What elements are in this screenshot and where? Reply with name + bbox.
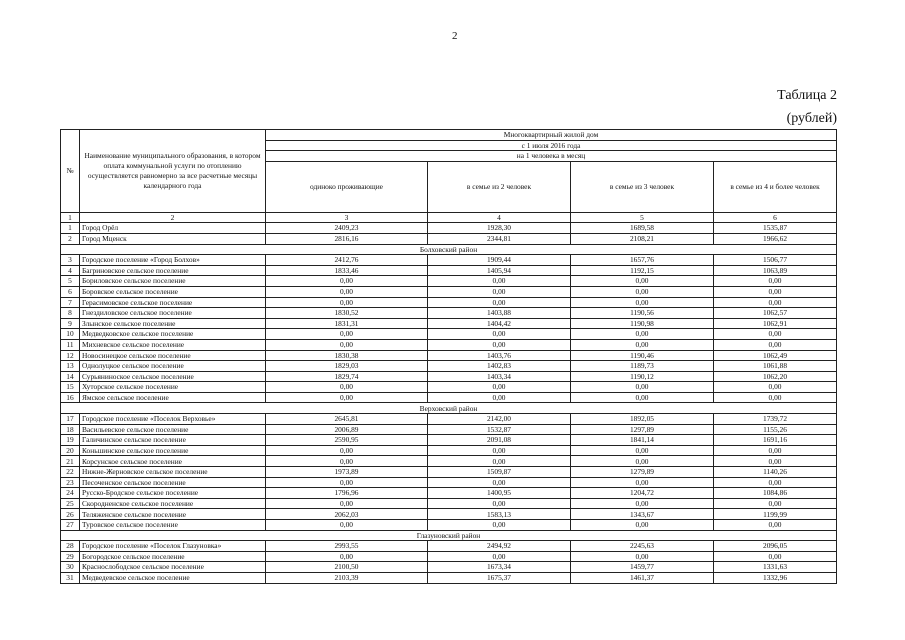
table-body (61, 223, 837, 583)
rate-value-2: 0,00 (428, 329, 571, 340)
rate-value-4: 1535,87 (714, 223, 837, 234)
table-row (61, 361, 837, 372)
municipality-name: Герасимовское сельское поселение (80, 297, 266, 308)
rate-value-3: 1841,14 (571, 435, 714, 446)
municipality-name: Туровское сельское поселение (80, 520, 266, 531)
municipality-name: Город Орёл (80, 223, 266, 234)
header-col-1: одиноко проживающие (266, 161, 428, 212)
rate-value-2: 1402,83 (428, 361, 571, 372)
row-number: 20 (61, 445, 80, 456)
table-row (61, 551, 837, 562)
table-row (61, 339, 837, 350)
rate-value-3: 1279,89 (571, 467, 714, 478)
rate-value-1: 1829,74 (266, 371, 428, 382)
rate-value-3: 1190,12 (571, 371, 714, 382)
rate-value-3: 1689,58 (571, 223, 714, 234)
rate-value-3: 1190,46 (571, 350, 714, 361)
municipality-name: Корсунское сельское поселение (80, 456, 266, 467)
rate-value-1: 2412,76 (266, 255, 428, 266)
row-number: 22 (61, 467, 80, 478)
rate-value-2: 1909,44 (428, 255, 571, 266)
table-row (61, 371, 837, 382)
rate-value-1: 2062,03 (266, 509, 428, 520)
rate-value-4: 1062,91 (714, 318, 837, 329)
rate-value-4: 0,00 (714, 297, 837, 308)
rate-value-2: 0,00 (428, 551, 571, 562)
rate-value-1: 1973,89 (266, 467, 428, 478)
rate-value-3: 0,00 (571, 392, 714, 403)
rate-value-3: 1297,89 (571, 424, 714, 435)
row-number: 15 (61, 382, 80, 393)
rate-value-4: 0,00 (714, 456, 837, 467)
rate-value-4: 0,00 (714, 329, 837, 340)
rate-value-2: 1404,42 (428, 318, 571, 329)
table-title: Таблица 2 (777, 88, 837, 103)
rate-value-2: 1583,13 (428, 509, 571, 520)
header-col-2: в семье из 2 человек (428, 161, 571, 212)
municipality-name: Теляженское сельское поселение (80, 509, 266, 520)
municipality-name: Городское поселение «Поселок Верховье» (80, 414, 266, 425)
row-number: 8 (61, 308, 80, 319)
rate-value-2: 1928,30 (428, 223, 571, 234)
rate-value-4: 0,00 (714, 477, 837, 488)
municipality-name: Злынское сельское поселение (80, 318, 266, 329)
rate-value-2: 0,00 (428, 339, 571, 350)
municipality-name: Городское поселение «Город Болхов» (80, 255, 266, 266)
column-number: 5 (571, 212, 714, 223)
row-number: 28 (61, 541, 80, 552)
district-name: Глазуновский район (61, 530, 837, 541)
table-row (61, 350, 837, 361)
rate-value-3: 0,00 (571, 329, 714, 340)
rate-value-2: 0,00 (428, 392, 571, 403)
rate-value-1: 0,00 (266, 339, 428, 350)
rate-value-4: 0,00 (714, 392, 837, 403)
rate-value-4: 0,00 (714, 382, 837, 393)
rate-value-4: 0,00 (714, 276, 837, 287)
municipality-name: Медведевское сельское поселение (80, 572, 266, 583)
municipality-name: Бориловское сельское поселение (80, 276, 266, 287)
row-number: 19 (61, 435, 80, 446)
rate-value-4: 0,00 (714, 520, 837, 531)
rate-value-1: 0,00 (266, 520, 428, 531)
rate-value-2: 0,00 (428, 498, 571, 509)
table-row (61, 541, 837, 552)
rate-value-3: 1343,67 (571, 509, 714, 520)
row-number: 11 (61, 339, 80, 350)
table-row (61, 382, 837, 393)
rate-value-1: 1796,96 (266, 488, 428, 499)
table-row (61, 329, 837, 340)
municipality-name: Медведковское сельское поселение (80, 329, 266, 340)
rate-value-3: 1204,72 (571, 488, 714, 499)
table-row (61, 498, 837, 509)
rate-value-3: 1190,98 (571, 318, 714, 329)
municipality-name: Ямское сельское поселение (80, 392, 266, 403)
rate-value-3: 0,00 (571, 520, 714, 531)
table-row (61, 435, 837, 446)
municipality-name: Хуторское сельское поселение (80, 382, 266, 393)
header-name: Наименование муниципального образования, в котором оплата коммунальной услуги по отоплению осуществляется равномерно за все расчетные месяцы календарного года (80, 130, 266, 213)
rate-value-4: 1062,57 (714, 308, 837, 319)
rate-value-1: 1829,03 (266, 361, 428, 372)
rate-value-4: 1691,16 (714, 435, 837, 446)
rate-value-2: 2344,81 (428, 233, 571, 244)
municipality-name: Галичинское сельское поселение (80, 435, 266, 446)
rate-value-4: 1061,88 (714, 361, 837, 372)
rate-value-2: 0,00 (428, 286, 571, 297)
rate-value-3: 0,00 (571, 477, 714, 488)
rate-value-4: 1062,49 (714, 350, 837, 361)
rate-value-1: 1830,38 (266, 350, 428, 361)
row-number: 16 (61, 392, 80, 403)
rate-value-4: 1084,86 (714, 488, 837, 499)
header-col-3: в семье из 3 человек (571, 161, 714, 212)
municipality-name: Новосинецкое сельское поселение (80, 350, 266, 361)
table-row (61, 308, 837, 319)
table-row (61, 318, 837, 329)
header-date: с 1 июля 2016 года (266, 140, 837, 151)
district-header-row (61, 530, 837, 541)
rate-value-3: 1189,73 (571, 361, 714, 372)
rate-value-1: 2590,95 (266, 435, 428, 446)
rate-value-3: 1190,56 (571, 308, 714, 319)
rate-value-3: 2245,63 (571, 541, 714, 552)
table-row (61, 509, 837, 520)
municipality-name: Михневское сельское поселение (80, 339, 266, 350)
rate-value-1: 0,00 (266, 297, 428, 308)
rate-value-4: 1966,62 (714, 233, 837, 244)
municipality-name: Русско-Бродское сельское поселение (80, 488, 266, 499)
table-row (61, 424, 837, 435)
municipality-name: Сурьяниноское сельское поселение (80, 371, 266, 382)
row-number: 18 (61, 424, 80, 435)
table-row (61, 562, 837, 573)
header-per: на 1 человека в месяц (266, 151, 837, 162)
table-row (61, 255, 837, 266)
rate-value-4: 1063,89 (714, 265, 837, 276)
row-number: 5 (61, 276, 80, 287)
rate-value-2: 0,00 (428, 445, 571, 456)
row-number: 17 (61, 414, 80, 425)
rate-value-1: 0,00 (266, 498, 428, 509)
rate-value-1: 0,00 (266, 276, 428, 287)
rate-value-1: 0,00 (266, 477, 428, 488)
row-number: 30 (61, 562, 80, 573)
municipality-name: Гнездиловское сельское поселение (80, 308, 266, 319)
rate-value-4: 1199,99 (714, 509, 837, 520)
rate-value-3: 0,00 (571, 445, 714, 456)
table-row (61, 520, 837, 531)
rate-value-4: 1739,72 (714, 414, 837, 425)
table-unit: (рублей) (786, 111, 837, 126)
district-header-row (61, 244, 837, 255)
rate-value-2: 0,00 (428, 382, 571, 393)
rate-value-2: 1675,37 (428, 572, 571, 583)
municipality-name: Скородненское сельское поселение (80, 498, 266, 509)
page-number: 2 (452, 30, 458, 42)
rate-value-3: 1892,05 (571, 414, 714, 425)
rate-value-1: 2103,39 (266, 572, 428, 583)
municipality-name: Васильевское сельское поселение (80, 424, 266, 435)
rate-value-3: 0,00 (571, 498, 714, 509)
column-number: 6 (714, 212, 837, 223)
table-row (61, 265, 837, 276)
rate-value-4: 1155,26 (714, 424, 837, 435)
row-number: 23 (61, 477, 80, 488)
header-no: № (61, 130, 80, 213)
municipality-name: Краснослободское сельское поселение (80, 562, 266, 573)
row-number: 13 (61, 361, 80, 372)
rate-value-2: 2091,08 (428, 435, 571, 446)
rate-value-2: 1509,87 (428, 467, 571, 478)
rate-value-4: 1332,96 (714, 572, 837, 583)
table-row (61, 445, 837, 456)
column-number: 3 (266, 212, 428, 223)
rate-value-1: 2816,16 (266, 233, 428, 244)
rate-value-1: 1831,31 (266, 318, 428, 329)
municipality-name: Городское поселение «Поселок Глазуновка» (80, 541, 266, 552)
rate-value-1: 1833,46 (266, 265, 428, 276)
rate-value-1: 2645,81 (266, 414, 428, 425)
row-number: 3 (61, 255, 80, 266)
rate-value-3: 1459,77 (571, 562, 714, 573)
row-number: 2 (61, 233, 80, 244)
header-building: Многоквартирный жилой дом (266, 130, 837, 141)
table-row (61, 572, 837, 583)
rate-value-3: 1461,37 (571, 572, 714, 583)
row-number: 24 (61, 488, 80, 499)
rate-value-3: 2108,21 (571, 233, 714, 244)
rate-value-4: 0,00 (714, 286, 837, 297)
rate-value-3: 0,00 (571, 276, 714, 287)
table-row (61, 467, 837, 478)
rate-value-3: 0,00 (571, 456, 714, 467)
rate-value-3: 0,00 (571, 382, 714, 393)
rate-value-2: 1403,88 (428, 308, 571, 319)
table-row (61, 414, 837, 425)
rate-value-1: 0,00 (266, 456, 428, 467)
row-number: 27 (61, 520, 80, 531)
column-number: 4 (428, 212, 571, 223)
rate-value-4: 0,00 (714, 551, 837, 562)
rate-value-2: 2142,00 (428, 414, 571, 425)
rate-value-2: 1532,87 (428, 424, 571, 435)
table-row (61, 297, 837, 308)
row-number: 4 (61, 265, 80, 276)
rate-value-4: 1140,26 (714, 467, 837, 478)
row-number: 29 (61, 551, 80, 562)
municipality-name: Богородское сельское поселение (80, 551, 266, 562)
municipality-name: Боровское сельское поселение (80, 286, 266, 297)
row-number: 1 (61, 223, 80, 234)
rate-value-4: 0,00 (714, 498, 837, 509)
rate-value-2: 0,00 (428, 297, 571, 308)
rate-value-2: 0,00 (428, 477, 571, 488)
rate-value-4: 2096,05 (714, 541, 837, 552)
row-number: 6 (61, 286, 80, 297)
rate-value-1: 2993,55 (266, 541, 428, 552)
rate-value-3: 0,00 (571, 297, 714, 308)
rate-value-1: 2409,23 (266, 223, 428, 234)
row-number: 21 (61, 456, 80, 467)
municipality-name: Багриновское сельское поселение (80, 265, 266, 276)
district-header-row (61, 403, 837, 414)
rate-value-4: 0,00 (714, 339, 837, 350)
municipality-name: Город Мценск (80, 233, 266, 244)
row-number: 31 (61, 572, 80, 583)
rate-value-1: 2006,89 (266, 424, 428, 435)
rate-value-1: 0,00 (266, 286, 428, 297)
rate-value-3: 0,00 (571, 339, 714, 350)
row-number: 9 (61, 318, 80, 329)
rate-value-3: 1192,15 (571, 265, 714, 276)
municipality-name: Нижне-Жерновское сельское поселение (80, 467, 266, 478)
district-name: Болховский район (61, 244, 837, 255)
rate-value-2: 2494,92 (428, 541, 571, 552)
rate-value-2: 0,00 (428, 520, 571, 531)
district-name: Верховский район (61, 403, 837, 414)
rate-value-4: 0,00 (714, 445, 837, 456)
table-row (61, 456, 837, 467)
rate-value-2: 0,00 (428, 276, 571, 287)
row-number: 14 (61, 371, 80, 382)
table-row (61, 477, 837, 488)
table-row (61, 276, 837, 287)
table-row (61, 223, 837, 234)
rate-value-2: 0,00 (428, 456, 571, 467)
municipality-name: Однолуцкое сельское поселение (80, 361, 266, 372)
rate-value-1: 2100,50 (266, 562, 428, 573)
header-col-4: в семье из 4 и более человек (714, 161, 837, 212)
rate-value-2: 1405,94 (428, 265, 571, 276)
table-row (61, 488, 837, 499)
rate-value-1: 0,00 (266, 551, 428, 562)
rate-value-2: 1403,34 (428, 371, 571, 382)
rate-value-4: 1062,20 (714, 371, 837, 382)
row-number: 12 (61, 350, 80, 361)
rate-value-2: 1673,34 (428, 562, 571, 573)
table-row (61, 233, 837, 244)
rate-value-4: 1506,77 (714, 255, 837, 266)
rate-value-1: 1830,52 (266, 308, 428, 319)
row-number: 10 (61, 329, 80, 340)
rate-value-2: 1403,76 (428, 350, 571, 361)
column-number: 2 (80, 212, 266, 223)
rate-value-1: 0,00 (266, 382, 428, 393)
rate-value-1: 0,00 (266, 392, 428, 403)
municipality-name: Коньшинское сельское поселение (80, 445, 266, 456)
table-row (61, 286, 837, 297)
row-number: 25 (61, 498, 80, 509)
rate-value-3: 1657,76 (571, 255, 714, 266)
rate-value-1: 0,00 (266, 445, 428, 456)
municipality-name: Песоченское сельское поселение (80, 477, 266, 488)
column-number-row (61, 212, 837, 223)
rate-value-3: 0,00 (571, 286, 714, 297)
tariff-table (60, 129, 837, 584)
rate-value-4: 1331,63 (714, 562, 837, 573)
rate-value-1: 0,00 (266, 329, 428, 340)
table-row (61, 392, 837, 403)
row-number: 26 (61, 509, 80, 520)
rate-value-2: 1400,95 (428, 488, 571, 499)
row-number: 7 (61, 297, 80, 308)
rate-value-3: 0,00 (571, 551, 714, 562)
column-number: 1 (61, 212, 80, 223)
